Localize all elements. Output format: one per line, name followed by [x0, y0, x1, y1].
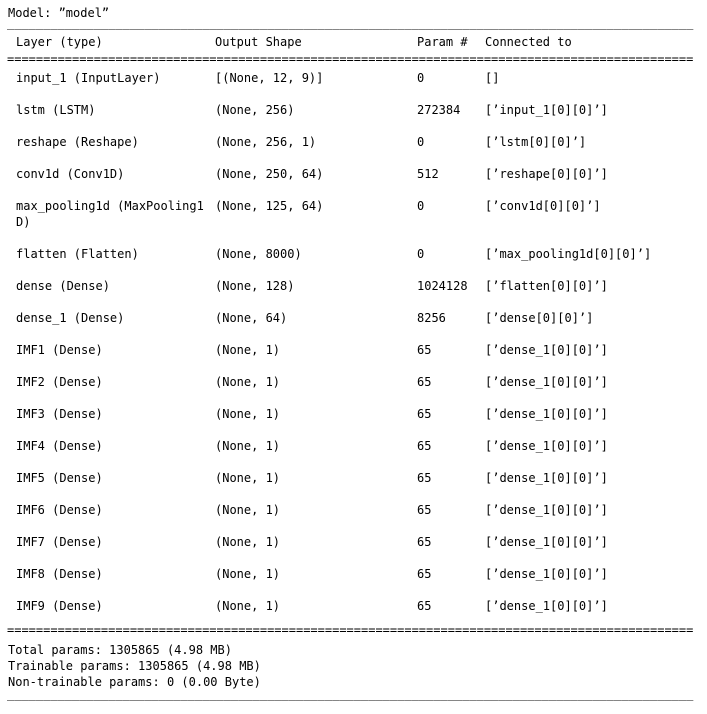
layer-name-cell: conv1d (Conv1D)	[16, 167, 125, 181]
table-row	[0, 102, 707, 134]
connected-to-cell: [’lstm[0][0]’]	[485, 135, 587, 149]
connected-to-cell: [’dense_1[0][0]’]	[485, 439, 608, 453]
output-shape-cell: (None, 250, 64)	[215, 167, 324, 181]
output-shape-cell: (None, 125, 64)	[215, 199, 324, 213]
column-header-layer-type: Layer (type)	[16, 35, 103, 49]
non-trainable-params-text: Non-trainable params: 0 (0.00 Byte)	[8, 675, 261, 689]
output-shape-cell: (None, 1)	[215, 535, 281, 549]
param-count-cell: 0	[417, 71, 425, 85]
output-shape-cell: (None, 1)	[215, 343, 281, 357]
connected-to-cell: [’input_1[0][0]’]	[485, 103, 608, 117]
table-row	[0, 246, 707, 278]
output-shape-cell: [(None, 12, 9)]	[215, 71, 324, 85]
layer-name-cell: flatten (Flatten)	[16, 247, 139, 261]
connected-to-cell: [’dense_1[0][0]’]	[485, 407, 608, 421]
total-params-text: Total params: 1305865 (4.98 MB)	[8, 643, 232, 657]
param-count-cell: 0	[417, 135, 425, 149]
table-row	[0, 278, 707, 310]
param-count-cell: 65	[417, 343, 432, 357]
layer-name-cell: IMF6 (Dense)	[16, 503, 103, 517]
param-count-cell: 65	[417, 535, 432, 549]
param-count-cell: 0	[417, 199, 425, 213]
connected-to-cell: [’dense_1[0][0]’]	[485, 503, 608, 517]
connected-to-cell: [’max_pooling1d[0][0]’]	[485, 247, 652, 261]
layer-name-cell: IMF3 (Dense)	[16, 407, 103, 421]
layer-name-cell: lstm (LSTM)	[16, 103, 96, 117]
param-count-cell: 272384	[417, 103, 461, 117]
layer-name-cell: dense (Dense)	[16, 279, 110, 293]
connected-to-cell: [’dense_1[0][0]’]	[485, 471, 608, 485]
table-row	[0, 134, 707, 166]
table-row	[0, 566, 707, 598]
param-count-cell: 8256	[417, 311, 446, 325]
table-row	[0, 438, 707, 470]
output-shape-cell: (None, 1)	[215, 599, 281, 613]
param-count-cell: 65	[417, 471, 432, 485]
table-row	[0, 342, 707, 374]
output-shape-cell: (None, 1)	[215, 407, 281, 421]
trainable-params-text: Trainable params: 1305865 (4.98 MB)	[8, 659, 261, 673]
layer-name-cell: IMF9 (Dense)	[16, 599, 103, 613]
connected-to-cell: [’reshape[0][0]’]	[485, 167, 608, 181]
layer-name-cell: reshape (Reshape)	[16, 135, 139, 149]
param-count-cell: 65	[417, 439, 432, 453]
connected-to-cell: [’dense_1[0][0]’]	[485, 567, 608, 581]
column-header-connected-to: Connected to	[485, 35, 572, 49]
output-shape-cell: (None, 256)	[215, 103, 295, 117]
output-shape-cell: (None, 1)	[215, 375, 281, 389]
connected-to-cell: []	[485, 71, 500, 85]
connected-to-cell: [’flatten[0][0]’]	[485, 279, 608, 293]
table-row	[0, 198, 707, 230]
table-row	[0, 166, 707, 198]
connected-to-cell: [’dense_1[0][0]’]	[485, 535, 608, 549]
output-shape-cell: (None, 1)	[215, 439, 281, 453]
param-count-cell: 65	[417, 407, 432, 421]
layer-name-cell: IMF1 (Dense)	[16, 343, 103, 357]
layer-name-cell: input_1 (InputLayer)	[16, 71, 161, 85]
output-shape-cell: (None, 256, 1)	[215, 135, 317, 149]
horizontal-rule-dashed-bottom: _______________________________________________________________________________________________	[7, 687, 694, 701]
connected-to-cell: [’dense[0][0]’]	[485, 311, 594, 325]
param-count-cell: 65	[417, 503, 432, 517]
layer-name-cell: IMF5 (Dense)	[16, 471, 103, 485]
table-row	[0, 534, 707, 566]
output-shape-cell: (None, 8000)	[215, 247, 302, 261]
table-row	[0, 502, 707, 534]
param-count-cell: 65	[417, 375, 432, 389]
table-row	[0, 70, 707, 102]
layer-name-cell: IMF4 (Dense)	[16, 439, 103, 453]
param-count-cell: 0	[417, 247, 425, 261]
horizontal-rule-double-header: ===============================================================================================	[7, 52, 694, 66]
horizontal-rule-dashed-top: _______________________________________________________________________________________________	[7, 16, 694, 30]
layer-name-cell: max_pooling1d (MaxPooling1 D)	[16, 199, 204, 229]
layer-name-cell: dense_1 (Dense)	[16, 311, 125, 325]
column-header-param-count: Param #	[417, 35, 468, 49]
output-shape-cell: (None, 128)	[215, 279, 295, 293]
output-shape-cell: (None, 1)	[215, 567, 281, 581]
layer-name-cell: IMF7 (Dense)	[16, 535, 103, 549]
connected-to-cell: [’dense_1[0][0]’]	[485, 375, 608, 389]
column-header-output-shape: Output Shape	[215, 35, 302, 49]
output-shape-cell: (None, 64)	[215, 311, 288, 325]
table-row	[0, 310, 707, 342]
layer-name-cell: IMF8 (Dense)	[16, 567, 103, 581]
param-count-cell: 512	[417, 167, 439, 181]
layer-name-cell: IMF2 (Dense)	[16, 375, 103, 389]
output-shape-cell: (None, 1)	[215, 471, 281, 485]
model-title: Model: ”model”	[8, 6, 110, 20]
param-count-cell: 1024128	[417, 279, 468, 293]
connected-to-cell: [’conv1d[0][0]’]	[485, 199, 601, 213]
table-row	[0, 406, 707, 438]
connected-to-cell: [’dense_1[0][0]’]	[485, 343, 608, 357]
table-row	[0, 470, 707, 502]
param-count-cell: 65	[417, 599, 432, 613]
output-shape-cell: (None, 1)	[215, 503, 281, 517]
table-row	[0, 374, 707, 406]
param-count-cell: 65	[417, 567, 432, 581]
horizontal-rule-double-footer: ===============================================================================================	[7, 623, 694, 637]
connected-to-cell: [’dense_1[0][0]’]	[485, 599, 608, 613]
